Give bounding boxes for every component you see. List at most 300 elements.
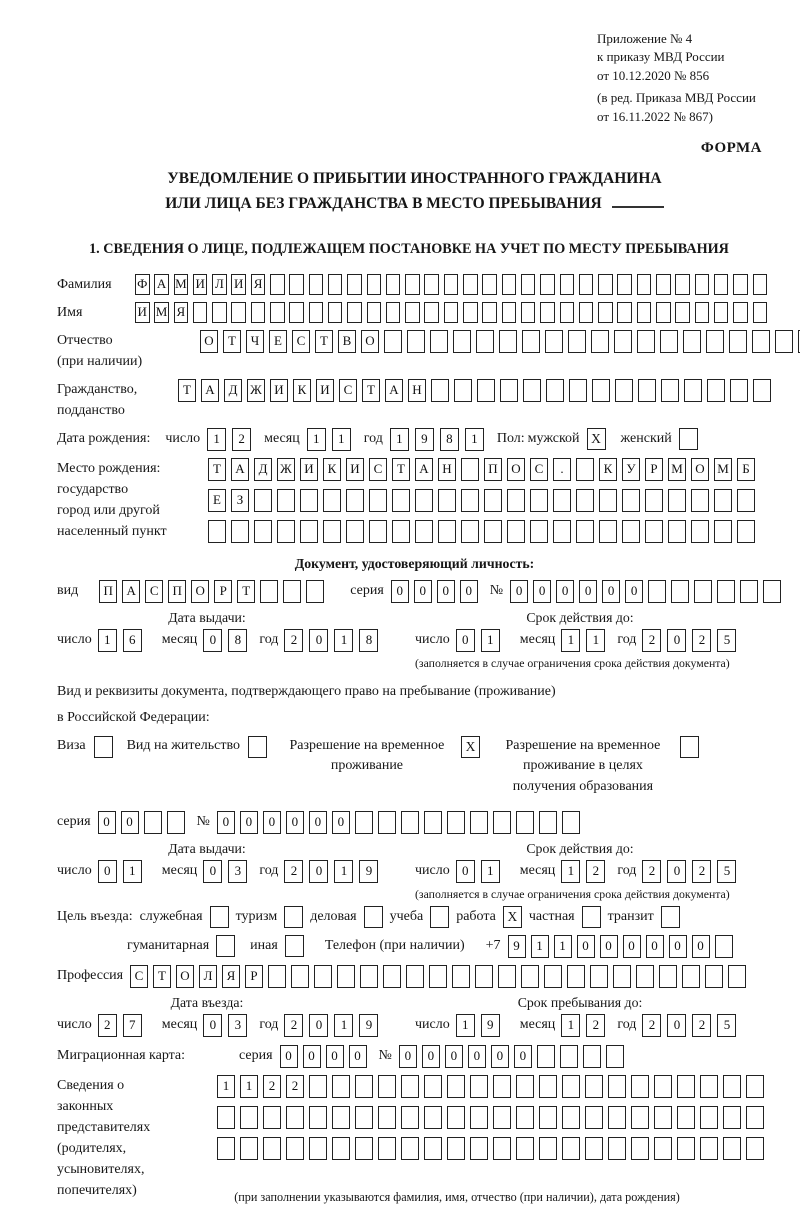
char-box[interactable]: [430, 330, 448, 353]
char-box[interactable]: [217, 1137, 235, 1160]
char-box[interactable]: [705, 965, 723, 988]
char-box[interactable]: [493, 1106, 511, 1129]
char-box[interactable]: 1: [334, 1014, 353, 1037]
char-box[interactable]: [378, 1137, 396, 1160]
char-box[interactable]: [617, 274, 632, 295]
char-box[interactable]: [717, 580, 735, 603]
char-box[interactable]: [638, 379, 656, 402]
char-box[interactable]: 1: [465, 428, 484, 451]
char-box[interactable]: Р: [245, 965, 263, 988]
char-box[interactable]: Т: [315, 330, 333, 353]
char-box[interactable]: 7: [123, 1014, 142, 1037]
char-box[interactable]: [431, 379, 449, 402]
char-box[interactable]: 0: [326, 1045, 344, 1068]
char-box[interactable]: [729, 330, 747, 353]
char-box[interactable]: [217, 1106, 235, 1129]
char-box[interactable]: [498, 965, 516, 988]
char-box[interactable]: 2: [286, 1075, 304, 1098]
char-box[interactable]: Я: [251, 274, 266, 295]
char-box[interactable]: 5: [717, 629, 736, 652]
char-box[interactable]: [521, 965, 539, 988]
char-box[interactable]: [715, 935, 733, 958]
char-box[interactable]: [568, 330, 586, 353]
char-box[interactable]: Ж: [247, 379, 265, 402]
char-box[interactable]: М: [714, 458, 732, 481]
char-box[interactable]: [631, 1137, 649, 1160]
char-box[interactable]: 0: [286, 811, 304, 834]
char-box[interactable]: [733, 302, 748, 323]
char-box[interactable]: [447, 811, 465, 834]
char-box[interactable]: 0: [309, 629, 328, 652]
char-box[interactable]: [737, 520, 755, 543]
char-box[interactable]: С: [145, 580, 163, 603]
temp-residence-checkbox[interactable]: X: [461, 736, 480, 758]
char-box[interactable]: 0: [602, 580, 620, 603]
char-box[interactable]: [746, 1106, 764, 1129]
char-box[interactable]: [208, 520, 226, 543]
char-box[interactable]: 1: [481, 629, 500, 652]
char-box[interactable]: [406, 965, 424, 988]
char-box[interactable]: [502, 302, 517, 323]
char-box[interactable]: [700, 1137, 718, 1160]
char-box[interactable]: [405, 302, 420, 323]
char-box[interactable]: [477, 379, 495, 402]
char-box[interactable]: 8: [359, 629, 378, 652]
char-box[interactable]: 9: [508, 935, 526, 958]
char-box[interactable]: [613, 965, 631, 988]
char-box[interactable]: 0: [692, 935, 710, 958]
char-box[interactable]: 9: [359, 860, 378, 883]
char-box[interactable]: [728, 965, 746, 988]
char-box[interactable]: [289, 274, 304, 295]
char-box[interactable]: 1: [586, 629, 605, 652]
char-box[interactable]: [500, 379, 518, 402]
char-box[interactable]: [309, 274, 324, 295]
char-box[interactable]: 0: [456, 860, 475, 883]
char-box[interactable]: Р: [645, 458, 663, 481]
char-box[interactable]: 2: [692, 860, 711, 883]
char-box[interactable]: [415, 520, 433, 543]
char-box[interactable]: 2: [284, 1014, 303, 1037]
char-box[interactable]: [675, 274, 690, 295]
char-box[interactable]: [286, 1137, 304, 1160]
char-box[interactable]: 9: [481, 1014, 500, 1037]
char-box[interactable]: [671, 580, 689, 603]
char-box[interactable]: [231, 302, 246, 323]
char-box[interactable]: 1: [561, 629, 580, 652]
char-box[interactable]: 0: [468, 1045, 486, 1068]
char-box[interactable]: [507, 520, 525, 543]
char-box[interactable]: [516, 811, 534, 834]
char-box[interactable]: [668, 489, 686, 512]
char-box[interactable]: [654, 1137, 672, 1160]
char-box[interactable]: 1: [217, 1075, 235, 1098]
char-box[interactable]: [682, 965, 700, 988]
char-box[interactable]: 3: [228, 1014, 247, 1037]
char-box[interactable]: А: [385, 379, 403, 402]
char-box[interactable]: [384, 330, 402, 353]
purpose-business-checkbox[interactable]: [364, 906, 383, 928]
char-box[interactable]: [617, 302, 632, 323]
char-box[interactable]: 2: [263, 1075, 281, 1098]
char-box[interactable]: [537, 1045, 555, 1068]
char-box[interactable]: О: [191, 580, 209, 603]
char-box[interactable]: А: [231, 458, 249, 481]
char-box[interactable]: [463, 302, 478, 323]
char-box[interactable]: 0: [240, 811, 258, 834]
char-box[interactable]: [763, 580, 781, 603]
char-box[interactable]: [452, 965, 470, 988]
char-box[interactable]: О: [200, 330, 218, 353]
char-box[interactable]: [516, 1106, 534, 1129]
char-box[interactable]: 0: [577, 935, 595, 958]
char-box[interactable]: [283, 580, 301, 603]
char-box[interactable]: 2: [642, 1014, 661, 1037]
char-box[interactable]: С: [292, 330, 310, 353]
char-box[interactable]: 0: [280, 1045, 298, 1068]
char-box[interactable]: 0: [203, 1014, 222, 1037]
char-box[interactable]: 0: [669, 935, 687, 958]
char-box[interactable]: 0: [579, 580, 597, 603]
purpose-humanitarian-checkbox[interactable]: [216, 935, 235, 957]
char-box[interactable]: [714, 489, 732, 512]
char-box[interactable]: [539, 1075, 557, 1098]
char-box[interactable]: 0: [556, 580, 574, 603]
char-box[interactable]: [444, 302, 459, 323]
char-box[interactable]: Ч: [246, 330, 264, 353]
char-box[interactable]: [567, 965, 585, 988]
residence-permit-checkbox[interactable]: [248, 736, 267, 758]
char-box[interactable]: [579, 302, 594, 323]
char-box[interactable]: [740, 580, 758, 603]
char-box[interactable]: [539, 1106, 557, 1129]
char-box[interactable]: 2: [586, 860, 605, 883]
char-box[interactable]: [470, 1075, 488, 1098]
char-box[interactable]: [332, 1075, 350, 1098]
char-box[interactable]: [405, 274, 420, 295]
char-box[interactable]: П: [99, 580, 117, 603]
char-box[interactable]: [240, 1106, 258, 1129]
char-box[interactable]: [714, 274, 729, 295]
char-box[interactable]: Д: [224, 379, 242, 402]
char-box[interactable]: [470, 811, 488, 834]
char-box[interactable]: [254, 489, 272, 512]
char-box[interactable]: [553, 489, 571, 512]
char-box[interactable]: [454, 379, 472, 402]
char-box[interactable]: И: [346, 458, 364, 481]
char-box[interactable]: Т: [237, 580, 255, 603]
char-box[interactable]: [683, 330, 701, 353]
char-box[interactable]: 1: [561, 860, 580, 883]
purpose-work-checkbox[interactable]: X: [503, 906, 522, 928]
char-box[interactable]: 0: [510, 580, 528, 603]
char-box[interactable]: Т: [362, 379, 380, 402]
char-box[interactable]: [608, 1075, 626, 1098]
char-box[interactable]: [733, 274, 748, 295]
char-box[interactable]: [585, 1137, 603, 1160]
char-box[interactable]: 5: [717, 860, 736, 883]
char-box[interactable]: 1: [207, 428, 226, 451]
char-box[interactable]: [636, 965, 654, 988]
char-box[interactable]: [654, 1106, 672, 1129]
char-box[interactable]: [306, 580, 324, 603]
char-box[interactable]: [369, 520, 387, 543]
visa-checkbox[interactable]: [94, 736, 113, 758]
char-box[interactable]: [493, 1137, 511, 1160]
char-box[interactable]: [562, 1137, 580, 1160]
char-box[interactable]: [347, 274, 362, 295]
char-box[interactable]: [260, 580, 278, 603]
char-box[interactable]: [659, 965, 677, 988]
char-box[interactable]: Н: [438, 458, 456, 481]
char-box[interactable]: [668, 520, 686, 543]
char-box[interactable]: [300, 489, 318, 512]
char-box[interactable]: [355, 1137, 373, 1160]
char-box[interactable]: [482, 274, 497, 295]
char-box[interactable]: [424, 1137, 442, 1160]
char-box[interactable]: [656, 302, 671, 323]
char-box[interactable]: [392, 489, 410, 512]
char-box[interactable]: [656, 274, 671, 295]
char-box[interactable]: 0: [309, 1014, 328, 1037]
char-box[interactable]: П: [168, 580, 186, 603]
char-box[interactable]: [367, 274, 382, 295]
char-box[interactable]: И: [231, 274, 246, 295]
char-box[interactable]: 2: [284, 860, 303, 883]
char-box[interactable]: [484, 520, 502, 543]
char-box[interactable]: [277, 520, 295, 543]
char-box[interactable]: 0: [667, 860, 686, 883]
char-box[interactable]: 0: [98, 811, 116, 834]
char-box[interactable]: [444, 274, 459, 295]
char-box[interactable]: Н: [408, 379, 426, 402]
char-box[interactable]: [453, 330, 471, 353]
char-box[interactable]: [530, 489, 548, 512]
char-box[interactable]: 0: [121, 811, 139, 834]
char-box[interactable]: 0: [460, 580, 478, 603]
purpose-study-checkbox[interactable]: [430, 906, 449, 928]
char-box[interactable]: [608, 1137, 626, 1160]
char-box[interactable]: М: [668, 458, 686, 481]
sex-female-checkbox[interactable]: [679, 428, 698, 450]
char-box[interactable]: К: [293, 379, 311, 402]
char-box[interactable]: О: [176, 965, 194, 988]
char-box[interactable]: Ж: [277, 458, 295, 481]
char-box[interactable]: [695, 274, 710, 295]
char-box[interactable]: [470, 1106, 488, 1129]
char-box[interactable]: [424, 1075, 442, 1098]
char-box[interactable]: [447, 1075, 465, 1098]
char-box[interactable]: 1: [98, 629, 117, 652]
char-box[interactable]: [277, 489, 295, 512]
char-box[interactable]: [346, 520, 364, 543]
char-box[interactable]: 0: [456, 629, 475, 652]
char-box[interactable]: [560, 1045, 578, 1068]
char-box[interactable]: [493, 811, 511, 834]
char-box[interactable]: [392, 520, 410, 543]
char-box[interactable]: 9: [415, 428, 434, 451]
char-box[interactable]: О: [507, 458, 525, 481]
char-box[interactable]: М: [174, 274, 189, 295]
char-box[interactable]: 2: [284, 629, 303, 652]
char-box[interactable]: [599, 520, 617, 543]
char-box[interactable]: [645, 520, 663, 543]
char-box[interactable]: [429, 965, 447, 988]
char-box[interactable]: [401, 1106, 419, 1129]
char-box[interactable]: [645, 489, 663, 512]
char-box[interactable]: [522, 330, 540, 353]
char-box[interactable]: 2: [692, 629, 711, 652]
char-box[interactable]: Т: [223, 330, 241, 353]
char-box[interactable]: [631, 1106, 649, 1129]
char-box[interactable]: 1: [561, 1014, 580, 1037]
char-box[interactable]: С: [530, 458, 548, 481]
char-box[interactable]: Л: [212, 274, 227, 295]
char-box[interactable]: Ф: [135, 274, 150, 295]
char-box[interactable]: [424, 1106, 442, 1129]
char-box[interactable]: [470, 1137, 488, 1160]
char-box[interactable]: [516, 1137, 534, 1160]
char-box[interactable]: [309, 1106, 327, 1129]
char-box[interactable]: 1: [332, 428, 351, 451]
char-box[interactable]: А: [415, 458, 433, 481]
char-box[interactable]: [447, 1106, 465, 1129]
char-box[interactable]: [714, 520, 732, 543]
char-box[interactable]: [585, 1106, 603, 1129]
char-box[interactable]: В: [338, 330, 356, 353]
char-box[interactable]: [723, 1075, 741, 1098]
char-box[interactable]: [289, 302, 304, 323]
char-box[interactable]: [560, 274, 575, 295]
char-box[interactable]: [622, 520, 640, 543]
char-box[interactable]: [355, 1106, 373, 1129]
char-box[interactable]: [482, 302, 497, 323]
char-box[interactable]: И: [300, 458, 318, 481]
char-box[interactable]: 1: [481, 860, 500, 883]
char-box[interactable]: С: [339, 379, 357, 402]
sex-male-checkbox[interactable]: X: [587, 428, 606, 450]
char-box[interactable]: [590, 965, 608, 988]
char-box[interactable]: 2: [586, 1014, 605, 1037]
char-box[interactable]: [401, 811, 419, 834]
char-box[interactable]: А: [122, 580, 140, 603]
char-box[interactable]: [746, 1137, 764, 1160]
temp-residence-education-checkbox[interactable]: [680, 736, 699, 758]
char-box[interactable]: [637, 330, 655, 353]
char-box[interactable]: 1: [334, 860, 353, 883]
char-box[interactable]: [585, 1075, 603, 1098]
char-box[interactable]: [677, 1075, 695, 1098]
char-box[interactable]: [212, 302, 227, 323]
char-box[interactable]: [415, 489, 433, 512]
purpose-transit-checkbox[interactable]: [661, 906, 680, 928]
char-box[interactable]: 1: [531, 935, 549, 958]
char-box[interactable]: [355, 1075, 373, 1098]
char-box[interactable]: 2: [232, 428, 251, 451]
char-box[interactable]: [576, 489, 594, 512]
char-box[interactable]: [579, 274, 594, 295]
char-box[interactable]: [231, 520, 249, 543]
char-box[interactable]: 0: [349, 1045, 367, 1068]
char-box[interactable]: [540, 274, 555, 295]
char-box[interactable]: 8: [440, 428, 459, 451]
char-box[interactable]: А: [201, 379, 219, 402]
char-box[interactable]: Е: [269, 330, 287, 353]
char-box[interactable]: [291, 965, 309, 988]
char-box[interactable]: [723, 1106, 741, 1129]
char-box[interactable]: О: [361, 330, 379, 353]
char-box[interactable]: [328, 302, 343, 323]
char-box[interactable]: 0: [667, 629, 686, 652]
char-box[interactable]: [545, 330, 563, 353]
char-box[interactable]: 0: [414, 580, 432, 603]
char-box[interactable]: [300, 520, 318, 543]
char-box[interactable]: [631, 1075, 649, 1098]
char-box[interactable]: [637, 274, 652, 295]
char-box[interactable]: [723, 1137, 741, 1160]
char-box[interactable]: 0: [98, 860, 117, 883]
char-box[interactable]: Я: [174, 302, 189, 323]
char-box[interactable]: [328, 274, 343, 295]
char-box[interactable]: [737, 489, 755, 512]
char-box[interactable]: Т: [392, 458, 410, 481]
char-box[interactable]: И: [193, 274, 208, 295]
char-box[interactable]: .: [553, 458, 571, 481]
char-box[interactable]: 9: [359, 1014, 378, 1037]
char-box[interactable]: [360, 965, 378, 988]
char-box[interactable]: А: [154, 274, 169, 295]
char-box[interactable]: П: [484, 458, 502, 481]
char-box[interactable]: 0: [217, 811, 235, 834]
char-box[interactable]: [268, 965, 286, 988]
char-box[interactable]: [270, 274, 285, 295]
char-box[interactable]: [332, 1137, 350, 1160]
char-box[interactable]: 2: [98, 1014, 117, 1037]
char-box[interactable]: [654, 1075, 672, 1098]
char-box[interactable]: З: [231, 489, 249, 512]
char-box[interactable]: 0: [422, 1045, 440, 1068]
char-box[interactable]: [598, 274, 613, 295]
char-box[interactable]: 0: [309, 811, 327, 834]
char-box[interactable]: [530, 520, 548, 543]
char-box[interactable]: 1: [240, 1075, 258, 1098]
char-box[interactable]: [614, 330, 632, 353]
char-box[interactable]: [615, 379, 633, 402]
char-box[interactable]: 2: [692, 1014, 711, 1037]
char-box[interactable]: [622, 489, 640, 512]
char-box[interactable]: [521, 302, 536, 323]
char-box[interactable]: 0: [437, 580, 455, 603]
char-box[interactable]: 1: [334, 629, 353, 652]
char-box[interactable]: [661, 379, 679, 402]
char-box[interactable]: [539, 1137, 557, 1160]
char-box[interactable]: [700, 1106, 718, 1129]
char-box[interactable]: [730, 379, 748, 402]
char-box[interactable]: [691, 489, 709, 512]
char-box[interactable]: [569, 379, 587, 402]
purpose-private-checkbox[interactable]: [582, 906, 601, 928]
char-box[interactable]: 1: [456, 1014, 475, 1037]
char-box[interactable]: О: [691, 458, 709, 481]
purpose-tourism-checkbox[interactable]: [284, 906, 303, 928]
char-box[interactable]: М: [154, 302, 169, 323]
char-box[interactable]: [323, 489, 341, 512]
char-box[interactable]: 0: [600, 935, 618, 958]
char-box[interactable]: [694, 580, 712, 603]
char-box[interactable]: 3: [228, 860, 247, 883]
purpose-other-checkbox[interactable]: [285, 935, 304, 957]
char-box[interactable]: [386, 274, 401, 295]
